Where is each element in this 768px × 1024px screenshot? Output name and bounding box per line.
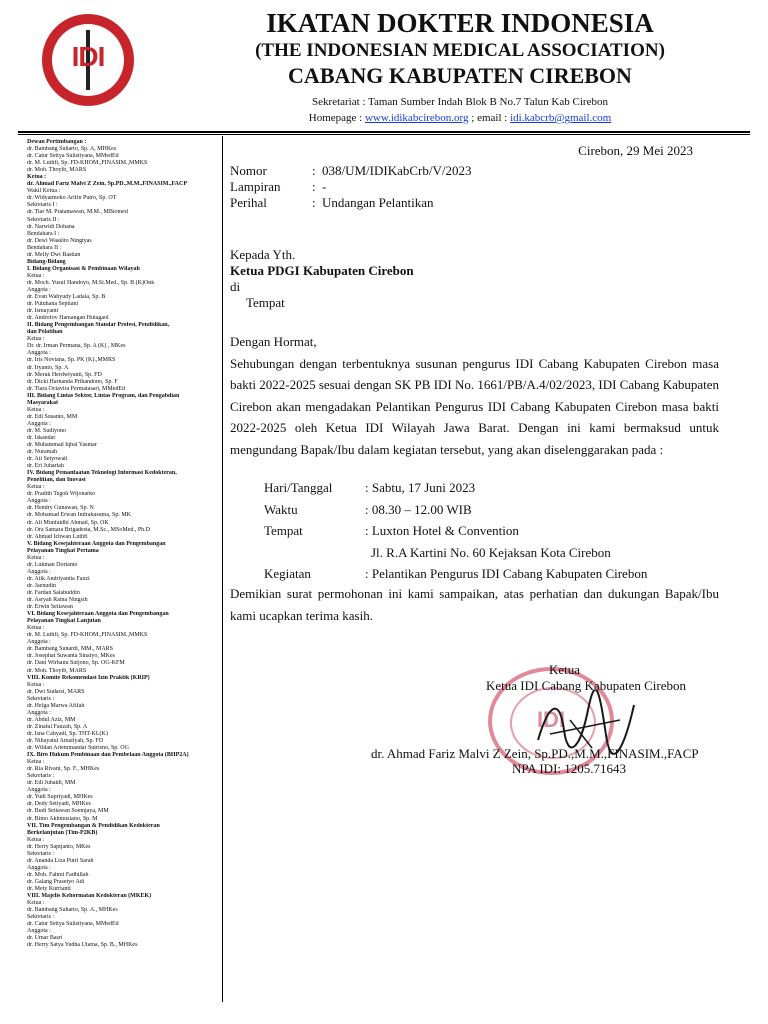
sidebar-entry: Anggota :: [27, 709, 51, 716]
branch-title: CABANG KABUPATEN CIREBON: [288, 63, 632, 88]
sidebar-entry: dr. Lukman Dorianto: [27, 561, 78, 568]
sidebar-entry: Anggota :: [27, 787, 51, 794]
sidebar-entry: Anggota :: [27, 498, 51, 505]
secretariat-address: Sekretariat : Taman Sumber Indah Blok B No.7 Talun Kab Cirebon: [312, 96, 608, 108]
body-paragraph: Sehubungan dengan terbentuknya susunan pengurus IDI Cabang Kabupaten Cirebon masa bakti 2022-2025 sesuai dengan SK PB IDI No. 1661/PB/A.4/02/2023, IDI Cabang Kabupaten Cirebon akan mengadakan Pelantikan Pengurus IDI Cabang Kabupaten Cirebon masa bakti 2022-2025 oleh Ketua IDI Wilayah Jawa Barat. Dengan ini kami bermaksud untuk mengundang Bapak/Ibu dalam kegiatan tersebut, yang akan diselenggarakan pada :: [230, 355, 719, 457]
sidebar-entry: Ketua :: [27, 625, 45, 632]
sidebar-entry: Bendahara II :: [27, 244, 62, 251]
sidebar-entry: dr. Moch. Yusuf Handoyo, M.Si.Med., Sp. B (K)Onk: [27, 279, 155, 286]
meta-row: Nomor : 038/UM/IDIKabCrb/V/2023: [230, 163, 472, 178]
sidebar-entry: dr. Ria Rivani, Sp. F., MHKes: [27, 766, 100, 773]
sidebar-entry: dr. Catur Setiya Sulistiyana, MMedEd: [27, 921, 119, 928]
sidebar-entry: dr. M. Sudiyono: [27, 427, 67, 434]
sidebar-heading: Bidang-Bidang: [27, 258, 66, 265]
sidebar-entry: dr. Bambang Suharto, Sp. A., MHKes: [27, 907, 118, 914]
sidebar-entry: dr. Bimo Akhmusiano, Sp. M: [27, 815, 98, 822]
sidebar-entry: Sekretaris :: [27, 850, 55, 857]
sidebar-entry: Ketua :: [27, 759, 45, 766]
letter-date: Cirebon, 29 Mei 2023: [578, 143, 693, 158]
logo-text: IDI: [71, 41, 105, 72]
sidebar-entry: Anggota :: [27, 639, 51, 646]
sidebar-heading: Berkelanjutan (Tim-P2KB): [27, 829, 98, 836]
sidebar-heading: V. Bidang Kesejahteraan Anggota dan Pengembangan: [27, 540, 166, 547]
sidebar-entry: dr. Melly Dwi Bastian: [27, 251, 81, 258]
sidebar-entry: Ketua :: [27, 272, 45, 279]
idi-logo: [42, 14, 134, 106]
sidebar-heading: Penelitian, dan Inovasi: [27, 477, 86, 484]
sidebar-entry: dr. Ismayanti: [27, 308, 59, 315]
sidebar-entry: Sekretaris II :: [27, 216, 60, 223]
event-row: Tempat : Luxton Hotel & Convention: [264, 523, 519, 538]
sidebar-entry: dr. Tiar M. Pratamawan, M.M., MBiomed: [27, 209, 128, 216]
sidebar-entry: dr. Hendry Gunawan, Sp. N: [27, 505, 94, 512]
sidebar-entry: dr. Eri Juhariah: [27, 463, 64, 470]
sidebar-entry: dr. Fardan Salahuddin: [27, 590, 80, 596]
sidebar-entry: Ketua :: [27, 484, 45, 491]
sidebar-entry: dr. Nuramah: [27, 449, 57, 456]
sidebar-entry: dr. Iryanto, Sp. A: [27, 364, 69, 371]
sidebar-entry: dr. Isna Cahyadi, Sp. THT-KL(K): [27, 730, 108, 737]
contact-line: [160, 112, 760, 124]
event-row: Hari/Tanggal : Sabtu, 17 Juni 2023: [264, 480, 476, 495]
sidebar-entry: dr. Herry Saptjanto, MKes: [27, 843, 91, 850]
sign-org: Ketua IDI Cabang Kabupaten Cirebon: [486, 678, 686, 693]
letter-meta: [230, 163, 472, 211]
sidebar-entry: dr. Yudi Supriyadi, MHKes: [27, 794, 93, 801]
meta-row: Lampiran : -: [230, 179, 327, 194]
signatory-name: dr. Ahmad Fariz Malvi Z Zein, Sp.PD.,M.M.,FINASIM.,FACP: [371, 746, 699, 761]
sidebar-heading: Ketua :: [27, 174, 47, 181]
sidebar-heading: II. Bidang Pengembangan Standar Profesi, Pendidikan,: [27, 322, 170, 329]
sidebar-entry: dr. Jaenudin: [27, 582, 56, 589]
sidebar-entry: dr. Helga Marwa Afifah: [27, 702, 85, 709]
sidebar-entry: dr. Josephat Suwanta Sinaiyo, MKes: [27, 653, 115, 660]
signatory-npa: NPA IDI: 1205.71643: [512, 761, 627, 776]
sidebar-entry: dr. Edi Susanto, MM: [27, 413, 78, 420]
sidebar-entry: Anggota :: [27, 864, 51, 871]
sidebar-entry: dr. Moh. Fahmi Fadhillah: [27, 871, 89, 878]
sidebar-heading: Dewan Pertimbangan :: [27, 139, 87, 145]
org-title: IKATAN DOKTER INDONESIA: [266, 8, 654, 38]
sidebar-entry: dr. Tiara Octavira Permatasari, MMedEd: [27, 385, 125, 392]
sidebar-entry: Sekretaris :: [27, 773, 55, 780]
sidebar-entry: Sekretaris :: [27, 914, 55, 921]
sidebar-entry: dr. Bambang Sunardi, MM., MARS: [27, 646, 114, 653]
header-rule-thin: [18, 134, 750, 135]
sidebar-entry: dr. Merak Herdwiyanti, Sp. FD: [27, 371, 102, 378]
sidebar-heading: Pelayanan Tingkat Pertama: [27, 547, 99, 554]
sidebar-entry: Ketua :: [27, 681, 45, 688]
sidebar-entry: Ketua :: [27, 836, 45, 843]
sidebar-entry: dr. M. Luthfi, Sp. FD-KHOM.,FINASIM.,MMKS: [27, 160, 148, 167]
event-row: Kegiatan : Pelantikan Pengurus IDI Cabang Kabupaten Cirebon: [264, 566, 648, 581]
sidebar-heading: dr. Ahmad Fariz Malvi Z Zein, Sp.PD.,M.M.,FINASIM.,FACP: [27, 181, 187, 188]
sidebar-entry: dr. Ati Setyowati: [27, 456, 68, 463]
recipient-label: Kepada Yth.: [230, 247, 296, 262]
recipient-name: Ketua PDGI Kabupaten Cirebon: [230, 263, 414, 278]
official-stamp: IDI: [488, 667, 614, 775]
sidebar-entry: dr. Evan Wahyudy Ladala, Sp. B: [27, 294, 106, 301]
sidebar-entry: dr. Iskandar: [27, 434, 56, 441]
email-link[interactable]: idi.kabcrb@gmail.com: [510, 112, 612, 124]
sidebar-entry: dr. Mety Kurrianti: [27, 885, 71, 892]
sidebar-entry: Anggota :: [27, 928, 51, 935]
sidebar-entry: dr. Catur Setiya Sulistiyana, MMedEd: [27, 153, 119, 160]
sidebar-entry: dr. Erwin Setiawan: [27, 604, 73, 611]
sidebar-entry: dr. Androfov Hamangan Hutagaol: [27, 315, 109, 322]
sidebar-entry: dr. Umar Basri: [27, 935, 63, 942]
sidebar-entry: Anggota :: [27, 420, 51, 427]
sidebar-entry: dr. Dedy Setiyadi, MHKes: [27, 801, 91, 808]
sidebar-entry: dr. Muhammad Iqbal Yasmar: [27, 442, 97, 449]
sidebar-heading: VIII. Majelis Kehormatan Kedokteran (MKEK): [27, 893, 152, 900]
sidebar-entry: dr. Ora Samara Brigadesta, M.Sc., MSoMed., Ph.D: [27, 526, 150, 533]
sidebar-entry: dr. Zinatul Fauzah, Sp. A: [27, 723, 88, 730]
sidebar-entry: Sekretaris :: [27, 695, 55, 702]
sidebar-entry: dr. Moh. Thoyib, MARS: [27, 667, 87, 674]
sidebar-entry: Dr. dr. Irman Permana, Sp. A (K) , MKes: [27, 343, 126, 350]
sidebar-entry: dr. Asryah Ratna Ningsih: [27, 597, 88, 604]
sidebar-entry: dr. Edi Jubaidi, MM: [27, 780, 76, 787]
event-details: [264, 477, 647, 585]
sidebar-entry: dr. Pradith Tegoh Wijonarko: [27, 491, 96, 498]
sidebar-divider: [222, 136, 223, 1002]
sidebar-heading: VII. Tim Pengembangan & Pendidikan Kedokteran: [27, 822, 160, 829]
sidebar-entry: dr. Moh. Thoyib, MARS: [27, 167, 87, 174]
sidebar-heading: III. Bidang Lintas Sektor, Lintas Program, dan Pengabdian: [27, 392, 180, 399]
sidebar-entry: dr. Wildan Ariemmandar Sutrisno, Sp. OG: [27, 745, 129, 752]
sidebar-heading: IV. Bidang Pemanfaatan Teknologi Informasi Kedokteran,: [27, 470, 177, 477]
sidebar-entry: Ketua :: [27, 900, 45, 907]
meta-row: Perihal : Undangan Pelantikan: [230, 195, 434, 210]
sidebar-entry: dr. Ali Munfaidhi Ahmad, Sp. OK: [27, 519, 109, 526]
sidebar-heading: VIII. Komite Rekomendasi Izin Praktik (KRIP): [27, 674, 150, 681]
sidebar-heading: I. Bidang Organisasi & Pembinaan Wilayah: [27, 265, 140, 272]
sidebar-entry: Bendahara I :: [27, 230, 60, 237]
sidebar-entry: Ketua :: [27, 554, 45, 561]
sidebar-entry: dr. Nihayatul Amaliyah, Sp. FD: [27, 737, 104, 744]
recipient-block: [230, 247, 414, 311]
sidebar-entry: Ketua :: [27, 336, 45, 343]
homepage-label: Homepage :: [308, 112, 363, 124]
sidebar-heading: Pelayanan Tingkat Lanjutan: [27, 618, 101, 625]
sidebar-entry: Wakil Ketua :: [27, 188, 61, 195]
board-member-list: [27, 139, 219, 1001]
sidebar-entry: dr. Galang Prasetyo Adi: [27, 878, 85, 885]
sidebar-entry: dr. Narwidi Dohana: [27, 223, 75, 230]
recipient-place: Tempat: [246, 295, 285, 310]
sidebar-entry: dr. Bambang Suharto, Sp. A, MHKes: [27, 146, 117, 153]
event-row: Waktu : 08.30 – 12.00 WIB: [264, 501, 472, 517]
letter-body: [230, 331, 719, 460]
sidebar-entry: dr. Dewi Waskito Ningtyas: [27, 237, 92, 244]
sidebar-entry: dr. Ahmad Ichwan Luthfi: [27, 533, 88, 540]
closing-paragraph: Demikian surat permohonan ini kami sampaikan, atas perhatian dan dukungan Bapak/Ibu kami ucapkan terima kasih.: [230, 586, 719, 623]
homepage-link[interactable]: www.idikabcirebon.org: [364, 112, 469, 124]
sidebar-heading: Masyarakat: [27, 399, 58, 406]
sidebar-entry: Anggota :: [27, 568, 51, 575]
sidebar-entry: dr. Herry Satya Yudha Utama, Sp. B., MHKes: [27, 942, 138, 949]
sidebar-entry: dr. Widyatmoko Arifin Putro, Sp. OT: [27, 195, 117, 202]
sidebar-entry: dr. Ananda Liza Putri Sarah: [27, 857, 94, 864]
sidebar-entry: dr. Dani Wirhanu Sutjono, Sp. OG-KFM: [27, 660, 125, 667]
sidebar-entry: dr. M. Luthfi, Sp. FD-KHOM.,FINASIM.,MMKS: [27, 632, 148, 639]
sidebar-entry: dr. Iris Noviana, Sp. PK (K).,MMRS: [27, 357, 116, 364]
sidebar-heading: dan Pelatihan: [27, 329, 63, 336]
sidebar-entry: Ketua :: [27, 406, 45, 413]
header-rule: [18, 131, 750, 133]
sidebar-heading: IX. Biro Hukum Pembinaan dan Pembelaan Anggota (BHP2A): [27, 752, 189, 759]
sidebar-entry: dr. Atik Andriyanita Fauzi: [27, 575, 90, 582]
org-subtitle: (THE INDONESIAN MEDICAL ASSOCIATION): [255, 40, 665, 61]
event-row: Jl. R.A Kartini No. 60 Kejaksan Kota Cirebon: [371, 544, 611, 560]
sidebar-entry: dr. Putuhana Septiani: [27, 301, 79, 308]
sidebar-entry: dr. Budi Setiawan Soemjaya, MM: [27, 808, 109, 815]
sidebar-entry: dr. Mohamad Erwan Indrakusuma, Sp. MK: [27, 512, 131, 519]
email-label: ; email :: [471, 112, 508, 124]
sidebar-entry: dr. Dwi Sudarsi, MARS: [27, 688, 85, 695]
sidebar-entry: dr. Dicki Harnanda Prihandono, Sp. F: [27, 378, 118, 385]
greeting: Dengan Hormat,: [230, 334, 317, 349]
sidebar-heading: VI. Bidang Kesejahteraan Anggota dan Pengembangan: [27, 611, 169, 618]
sidebar-entry: Sekretaris I :: [27, 202, 58, 209]
sidebar-entry: Anggota :: [27, 286, 51, 293]
sign-title: Ketua: [549, 662, 581, 677]
sidebar-entry: Anggota :: [27, 350, 51, 357]
sidebar-entry: dr. Abdul Aziz, MM: [27, 716, 76, 723]
recipient-di: di: [230, 279, 241, 294]
